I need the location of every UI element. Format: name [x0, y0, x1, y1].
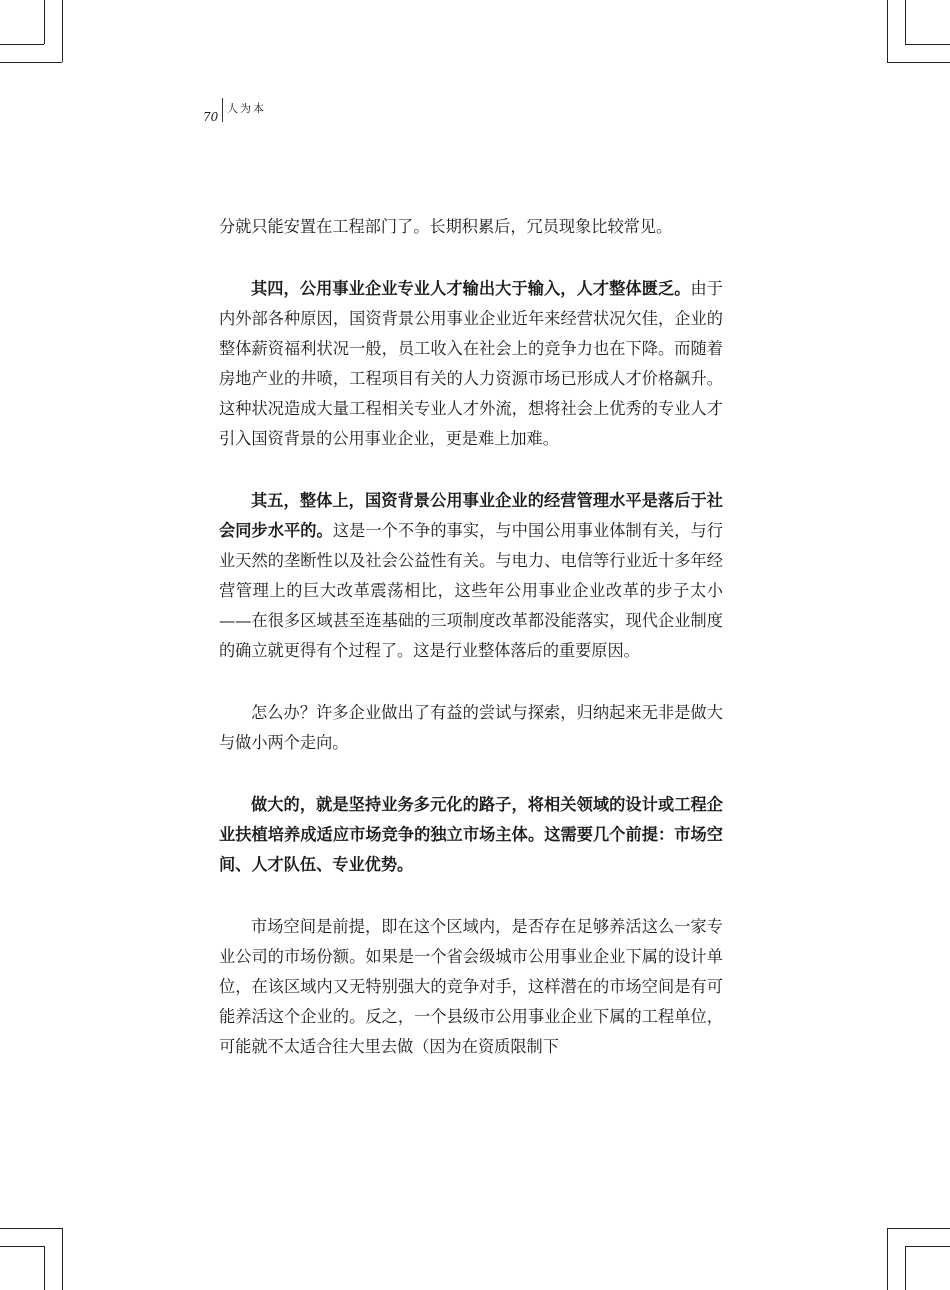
crop-mark	[887, 1228, 888, 1290]
paragraph	[219, 486, 723, 666]
header-divider	[222, 98, 223, 122]
paragraph-text: 市场空间是前提，即在这个区域内，是否存在足够养活这么一家专业公司的市场份额。如果是一个省会级城市公用事业企业下属的设计单位，在该区域内又无特别强大的竞争对手，这样潜在的市场空间是有可能养活这个企业的。反之，一个县级市公用事业企业下属的工程单位，可能就不太适合往大里去做（因为在资质限制下	[219, 917, 723, 1056]
crop-mark	[905, 44, 950, 45]
paragraph	[219, 274, 723, 454]
paragraph-text: 这是一个不争的事实，与中国公用事业体制有关，与行业天然的垄断性以及社会公益性有关。与电力、电信等行业近十多年经营管理上的巨大改革震荡相比，这些年公用事业企业改革的步子太小——在很多区域甚至连基础的三项制度改革都没能落实，现代企业制度的确立就更得有个过程了。这是行业整体落后的重要原因。	[219, 521, 724, 660]
paragraph	[219, 698, 723, 758]
crop-mark	[44, 1246, 45, 1290]
paragraph-text: 由于内外部各种原因，国资背景公用事业企业近年来经营状况欠佳，企业的整体薪资福利状况一般，员工收入在社会上的竞争力也在下降。而随着房地产业的井喷，工程项目有关的人力资源市场已形成人才价格飙升。这种状况造成大量工程相关专业人才外流，想将社会上优秀的专业人才引入国资背景的公用事业企业，更是难上加难。	[219, 279, 723, 448]
page-number: 70	[203, 110, 219, 124]
crop-mark	[887, 1228, 950, 1229]
paragraph-emphasis	[219, 790, 723, 880]
crop-mark	[44, 0, 45, 44]
crop-mark	[0, 44, 44, 45]
crop-mark	[905, 1246, 950, 1247]
paragraph-text: 分就只能安置在工程部门了。长期积累后，冗员现象比较常见。	[219, 217, 673, 236]
paragraph-text: 怎么办？许多企业做出了有益的尝试与探索，归纳起来无非是做大与做小两个走向。	[219, 703, 723, 752]
crop-mark	[62, 0, 63, 62]
paragraph	[219, 912, 723, 1062]
crop-mark	[0, 62, 62, 63]
crop-mark	[0, 1246, 44, 1247]
crop-mark	[905, 1246, 906, 1290]
crop-mark	[62, 1228, 63, 1290]
paragraph-heading: 其五，整体上，国资背景公用事业企业的经营管理水平是落后于社会同步水平的。	[219, 491, 723, 540]
paragraph-heading: 其四，公用事业企业专业人才输出大于输入，人才整体匮乏。	[251, 279, 691, 298]
crop-mark	[0, 1228, 62, 1229]
paragraph	[219, 212, 723, 242]
crop-mark	[887, 0, 888, 62]
crop-mark	[887, 62, 950, 63]
running-title: 人为本	[227, 102, 266, 115]
body-text	[219, 212, 723, 1094]
crop-mark	[905, 0, 906, 44]
paragraph-text: 做大的，就是坚持业务多元化的路子，将相关领域的设计或工程企业扶植培养成适应市场竞争的独立市场主体。这需要几个前提：市场空间、人才队伍、专业优势。	[219, 795, 723, 874]
